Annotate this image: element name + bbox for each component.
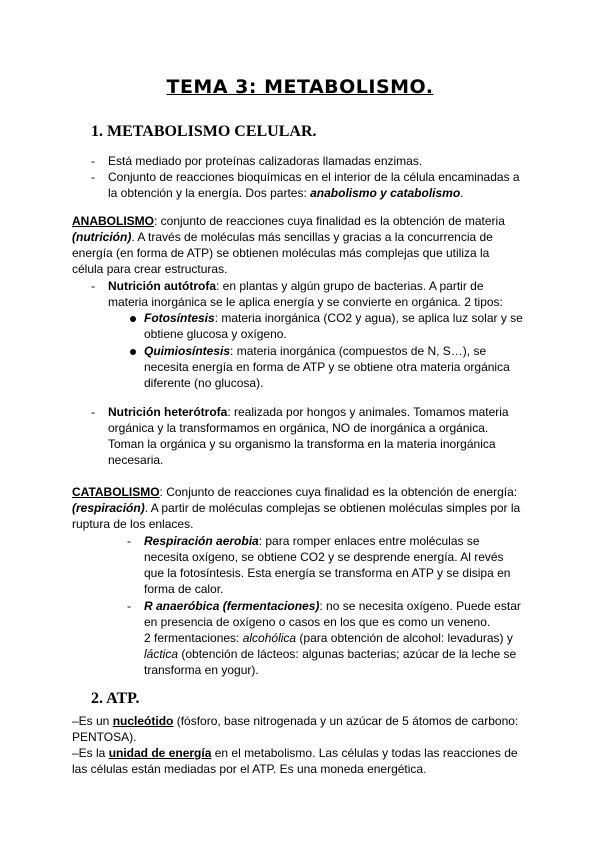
page-title: TEMA 3: METABOLISMO. [166, 76, 434, 98]
anabolismo-line-4: célula para crear estructuras. [72, 262, 228, 276]
fotosintesis-line-2: obtiene glucosa y oxígeno. [144, 327, 287, 341]
bullet-dash: - [127, 534, 131, 548]
nucleotido-term: nucleótido [112, 714, 174, 728]
autotrofa-line-2: materia inorgánica se le aplica energía y se convierte en orgánica. 2 tipos: [108, 295, 503, 309]
anabolismo-line-2: (nutrición). A través de moléculas más sencillas y gracias a la concurrencia de [72, 230, 493, 244]
heterotrofa-line-4: necesaria. [108, 453, 164, 467]
section-1-heading: 1. METABOLISMO CELULAR. [91, 123, 317, 140]
bullet-dot-icon [130, 349, 136, 355]
aerobia-line-3: que la fotosíntesis. Esta energía se transforma en ATP y se disipa en [144, 566, 511, 580]
anabolismo-line-3: energía (en forma de ATP) se obtienen moléculas más complejas que utiliza la [72, 246, 490, 260]
anabolismo-term: ANABOLISMO [72, 214, 154, 228]
anaerobica-line-4: láctica (obtención de lácteos: algunas bacterias; azúcar de la leche se [144, 647, 517, 661]
bullet-dash: - [91, 154, 95, 168]
quimiosintesis-line-1: Quimiosíntesis: materia inorgánica (compuestos de N, S…), se [144, 344, 487, 358]
aerobia-line-4: forma de calor. [144, 582, 224, 596]
aerobia-line-2: necesita oxígeno, se obtiene CO2 y se desprende energía. Al revés [144, 550, 504, 564]
catabolismo-line-2: (respiración). A partir de moléculas complejas se obtienen moléculas simples por la [72, 501, 521, 515]
catabolismo-term: CATABOLISMO [72, 485, 160, 499]
aerobia-line-1: Respiración aerobia: para romper enlaces entre moléculas se [144, 534, 480, 548]
atp-line-4: las células están mediadas por el ATP. Es una moneda energética. [72, 762, 427, 776]
quimiosintesis-line-3: diferente (no glucosa). [144, 376, 264, 390]
anaerobica-line-3: 2 fermentaciones: alcohólica (para obtención de alcohol: levaduras) y [144, 631, 513, 645]
atp-line-2: PENTOSA). [72, 730, 137, 744]
atp-line-3: –Es la unidad de energía en el metabolismo. Las células y todas las reacciones de [72, 746, 518, 760]
fotosintesis-line-1: Fotosíntesis: materia inorgánica (CO2 y agua), se aplica luz solar y se [144, 311, 523, 325]
bullet-dash: - [91, 170, 95, 184]
bullet-dash: - [91, 279, 95, 293]
sec1-bullet-2-line-1: Conjunto de reacciones bioquímicas en el interior de la célula encaminadas a [108, 170, 520, 184]
bullet-dash: - [91, 405, 95, 419]
heterotrofa-line-2: orgánica y la transformamos en orgánica, NO de inorgánica a orgánica. [108, 421, 489, 435]
sec1-bullet-1: Está mediado por proteínas calizadoras llamadas enzimas. [108, 154, 423, 168]
catabolismo-line-3: ruptura de los enlaces. [72, 517, 194, 531]
sec1-bullet-2-line-2: la obtención y la energía. Dos partes: anabolismo y catabolismo. [108, 186, 464, 200]
anaerobica-line-5: transforma en yogur). [144, 663, 259, 677]
autotrofa-line-1: Nutrición autótrofa: en plantas y algún grupo de bacterias. A partir de [108, 279, 484, 293]
anaerobica-line-2: en presencia de oxígeno o casos en los que es como un veneno. [144, 615, 491, 629]
bullet-dot-icon [130, 316, 136, 322]
atp-line-1: –Es un nucleótido (fósforo, base nitrogenada y un azúcar de 5 átomos de carbono: [72, 714, 519, 728]
quimiosintesis-line-2: necesita energía en forma de ATP y se obtiene otra materia orgánica [144, 360, 510, 374]
heterotrofa-line-1: Nutrición heterótrofa: realizada por hongos y animales. Tomamos materia [108, 405, 509, 419]
bullet-dash: - [127, 599, 131, 613]
heterotrofa-line-3: Toman la orgánica y su organismo la transforma en la materia inorgánica [108, 437, 496, 451]
unidad-energia-term: unidad de energía [108, 746, 212, 760]
anabolismo-line-1: ANABOLISMO: conjunto de reacciones cuya finalidad es la obtención de materia [72, 214, 505, 228]
section-2-heading: 2. ATP. [91, 690, 140, 707]
catabolismo-line-1: CATABOLISMO: Conjunto de reacciones cuya finalidad es la obtención de energía: [72, 485, 518, 499]
anaerobica-line-1: R anaeróbica (fermentaciones): no se necesita oxígeno. Puede estar [144, 599, 521, 613]
